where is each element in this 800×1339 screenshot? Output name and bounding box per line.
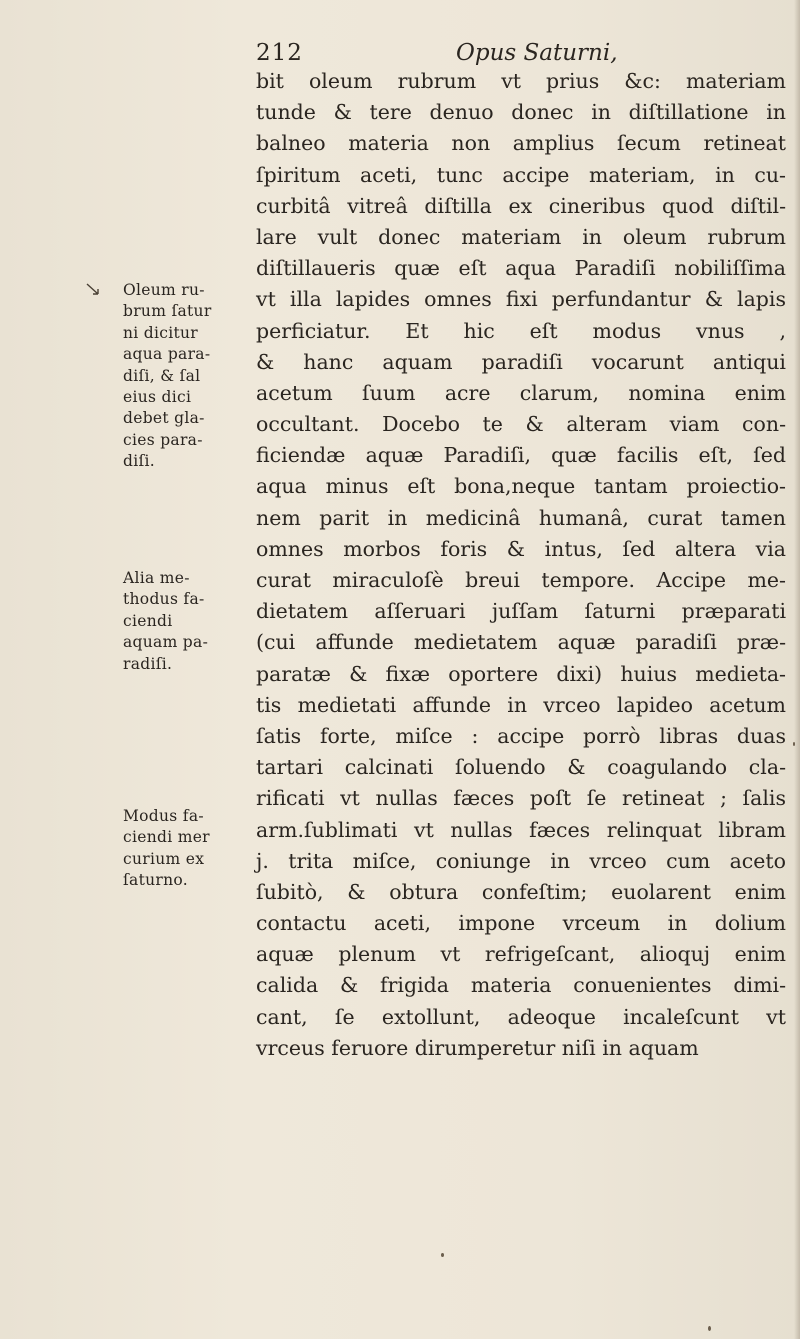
margin-note-line: aqua para- xyxy=(123,345,211,364)
text-line: acetum ſuum acre clarum, nomina enim xyxy=(256,380,786,405)
margin-note-alia-methodus xyxy=(123,568,243,675)
text-line: lare vult donec materiam in oleum rubrum xyxy=(256,224,786,249)
margin-note-line: debet gla- xyxy=(123,409,205,428)
margin-note-line: ſaturno. xyxy=(123,871,188,890)
text-line: diſtillaueris quæ eſt aqua Paradiſi nobiliſſima xyxy=(256,256,786,281)
body-text xyxy=(256,66,786,1064)
text-line: cant, ſe extollunt, adeoque incaleſcunt vt xyxy=(256,1004,786,1029)
text-line: tartari calcinati ſoluendo & coagulando cla- xyxy=(256,755,786,780)
margin-note-line: Oleum ru- xyxy=(123,281,205,299)
margin-note-line: ni dicitur xyxy=(123,323,199,342)
text-line: ſpiritum aceti, tunc accipe materiam, in cu- xyxy=(256,162,786,187)
manicule-mark-icon xyxy=(86,283,100,297)
text-line: curat miraculoſè breui tempore. Accipe me- xyxy=(256,568,786,592)
text-line: omnes morbos foris & intus, ſed altera via xyxy=(256,536,786,561)
text-line: ſatis forte, miſce : accipe porrò libras duas xyxy=(256,723,786,748)
text-line: contactu aceti, impone vrceum in dolium xyxy=(256,911,786,936)
text-line: bit oleum rubrum vt prius &c: materiam xyxy=(256,69,786,93)
margin-note-line: eius dici xyxy=(123,387,192,406)
margin-note-line: ciendi xyxy=(123,611,173,630)
text-line: nem parit in medicinâ humanâ, curat tamen xyxy=(256,505,786,530)
text-line: perficiatur. Et hic eſt modus vnus , xyxy=(256,318,786,343)
margin-note-line: diſi, & ſal xyxy=(123,366,201,385)
ink-speck xyxy=(441,1253,444,1257)
text-line: tunde & tere denuo donec in diſtillatione in xyxy=(256,100,786,125)
margin-note-line: Modus fa- xyxy=(123,807,204,825)
text-line: vrceus feruore dirumperetur niſi in aquam xyxy=(256,1035,699,1060)
ink-speck xyxy=(708,1326,711,1331)
margin-note-line: ciendi mer xyxy=(123,828,210,847)
text-line: aquæ plenum vt refrigeſcant, alioquj enim xyxy=(256,942,786,967)
margin-note-line: thodus fa- xyxy=(123,590,205,609)
text-line: j. trita miſce, coniunge in vrceo cum aceto xyxy=(256,848,786,873)
margin-note-line: curium ex xyxy=(123,849,205,868)
running-title: Opus Saturni, xyxy=(456,40,618,66)
margin-note-line: radiſi. xyxy=(123,654,173,673)
text-line: (cui affunde medietatem aquæ paradiſi præ- xyxy=(256,630,786,655)
text-line: tis medietati affunde in vrceo lapideo acetum xyxy=(256,692,786,717)
text-line: balneo materia non amplius ſecum retineat xyxy=(256,131,786,156)
page-edge-shadow xyxy=(794,0,800,1339)
margin-note-line: aquam pa- xyxy=(123,633,209,652)
margin-note-line: brum ſatur xyxy=(123,302,212,321)
text-line: paratæ & fixæ oportere dixi) huius medieta- xyxy=(256,661,786,686)
text-line: occultant. Docebo te & alteram viam con- xyxy=(256,412,786,437)
text-line: ſubitò, & obtura confeſtim; euolarent enim xyxy=(256,879,786,904)
margin-note-line: cies para- xyxy=(123,430,203,449)
page-number: 212 xyxy=(256,40,303,66)
margin-note-line: diſi. xyxy=(123,452,156,471)
ink-speck xyxy=(793,742,795,746)
margin-note-oleum xyxy=(123,280,243,473)
text-line: ficiendæ aquæ Paradiſi, quæ facilis eſt, ſed xyxy=(256,443,786,468)
margin-note-modus-mercurium xyxy=(123,806,243,892)
margin-note-line: Alia me- xyxy=(123,569,190,587)
text-line: arm.ſublimati vt nullas fæces relinquat libram xyxy=(256,817,786,842)
text-line: calida & frigida materia conuenientes dimi- xyxy=(256,973,786,998)
text-line: curbitâ vitreâ diſtilla ex cineribus quod diſtil- xyxy=(256,193,786,218)
text-line: dietatem aſſeruari juſſam ſaturni præparati xyxy=(256,599,786,624)
text-line: rificati vt nullas fæces poſt ſe retineat ; ſalis xyxy=(256,786,786,811)
text-line: vt illa lapides omnes fixi perfundantur & lapis xyxy=(256,287,786,312)
text-line: & hanc aquam paradiſi vocarunt antiqui xyxy=(256,349,786,374)
text-line: aqua minus eſt bona,neque tantam proiectio- xyxy=(256,474,786,499)
